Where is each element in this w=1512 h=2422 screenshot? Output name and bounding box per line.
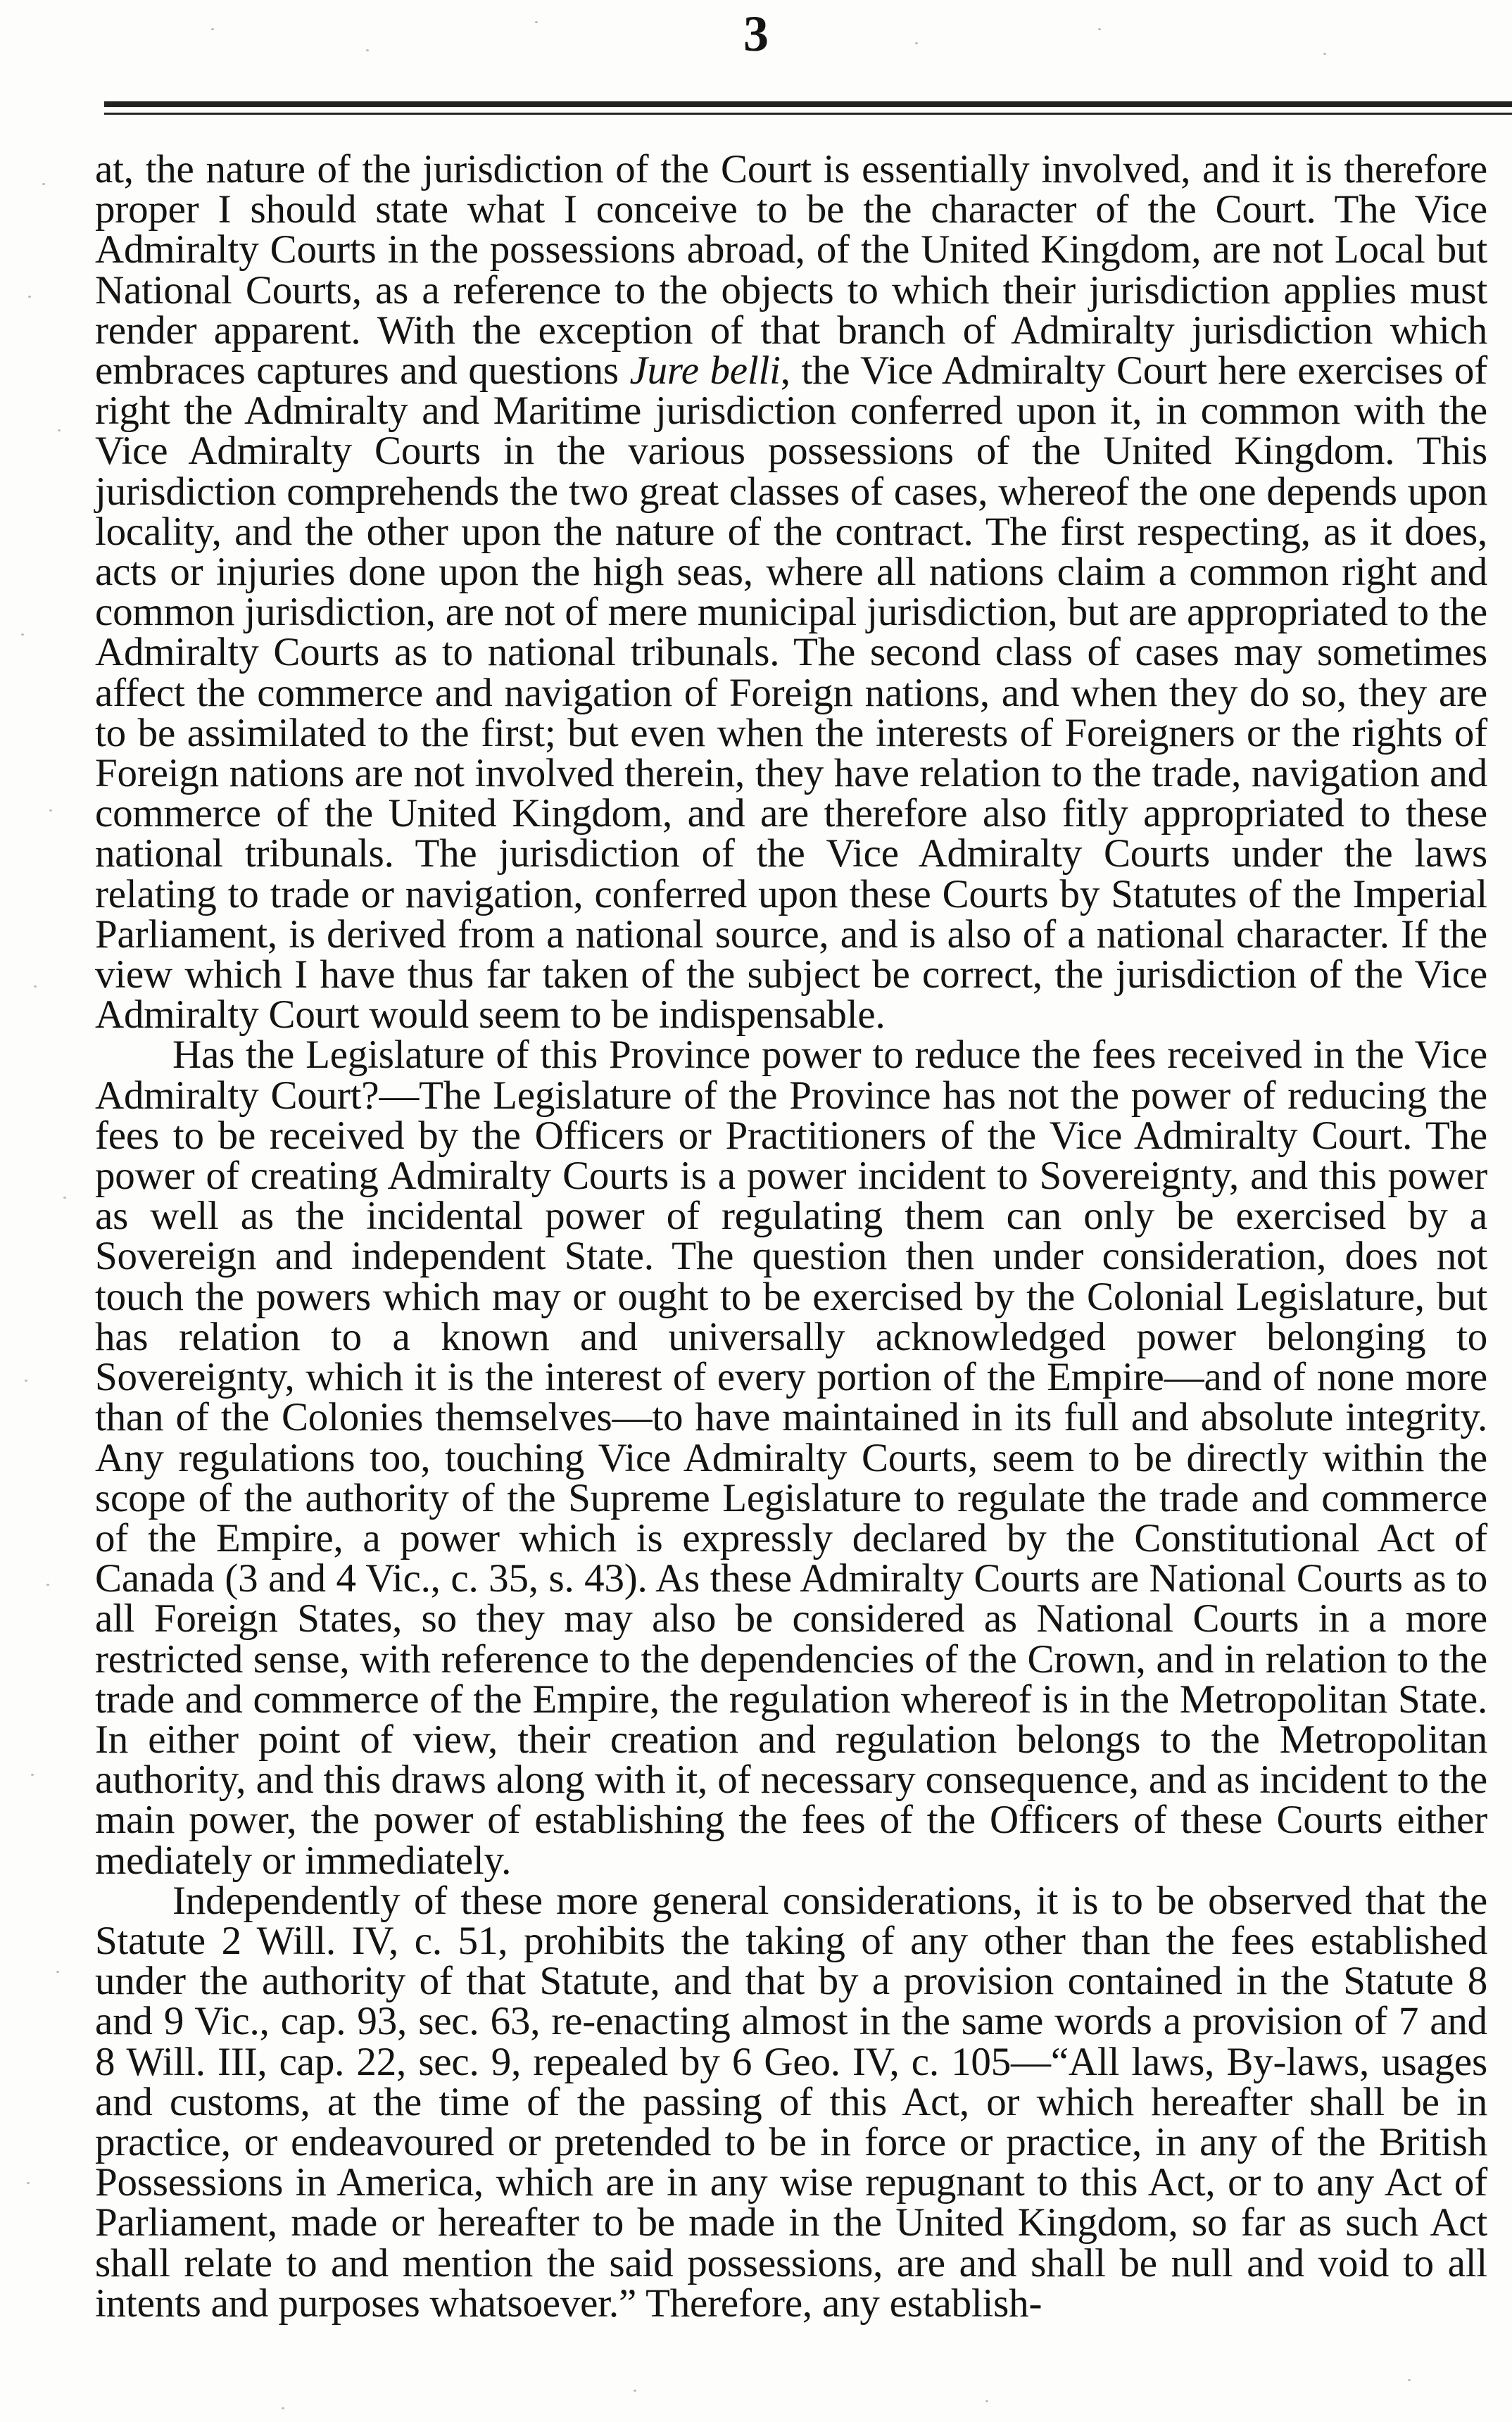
speckle bbox=[63, 1197, 66, 1199]
speckle bbox=[985, 2400, 988, 2402]
body-text bbox=[95, 147, 1488, 2326]
speckle bbox=[56, 1971, 59, 1973]
latin-phrase: Jure belli bbox=[629, 348, 781, 393]
speckle bbox=[366, 49, 369, 51]
header-rule-thin bbox=[104, 113, 1512, 115]
speckle bbox=[27, 2182, 30, 2184]
speckle bbox=[28, 296, 31, 298]
speckle bbox=[634, 2390, 636, 2392]
page-number: 3 bbox=[743, 6, 769, 62]
speckle bbox=[915, 42, 918, 44]
speckle bbox=[535, 21, 538, 23]
header-rule-thick bbox=[104, 101, 1512, 107]
speckle bbox=[21, 633, 24, 636]
speckle bbox=[42, 183, 45, 185]
speckle bbox=[34, 985, 37, 988]
paragraph: Has the Legislature of this Province power to reduce the fees received in the Vice Admiralty Court?—The Legislature of the Province has not the power of reducing the fees to be received by the Officers or Practitioners of the Vice Admiralty Court. The power of creating Admiralty Courts is a power incident to Sovereignty, and this power as well as the incidental power of regulating them can only be exercised by a Sovereign and independent State. The question then under consideration, does not touch the powers which may or ought to be exercised by the Colonial Legislature, but has relation to a known and universally acknowledged power belonging to Sovereignty, which it is the interest of every portion of the Empire—and of none more than of the Colonies themselves—to have maintained in its full and absolute integrity. Any regulations too, touching Vice Admiralty Courts, seem to be directly within the scope of the authority of the Supreme Legislature to regulate the trade and commerce of the Empire, a power which is expressly declared by the Constitutional Act of Canada (3 and 4 Vic., c. 35, s. 43). As these Admiralty Courts are National Courts as to all Foreign States, so they may also be considered as National Courts in a more restricted sense, with reference to the dependencies of the Crown, and in relation to the trade and commerce of the Empire, the regulation whereof is in the Metropolitan State. In either point of view, their creation and regulation belongs to the Metropolitan authority, and this draws along with it, of necessary consequence, and as incident to the main power, the power of establishing the fees of the Officers of these Courts either mediately or immediately. bbox=[95, 1033, 1487, 1883]
speckle bbox=[282, 2407, 284, 2409]
speckle bbox=[1408, 2379, 1411, 2381]
speckle bbox=[46, 1584, 49, 1586]
speckle bbox=[58, 429, 61, 431]
speckle bbox=[31, 1774, 34, 1776]
paragraph: Independently of these more general considerations, it is to be observed that the Statute 2 Will. IV, c. 51, prohibits the taking of any other than the fees established under the authority of that Statute, and that by a provision contained in the Statute 8 and 9 Vic., cap. 93, sec. 63, re-enacting almost in the same words a provision of 7 and 8 Will. III, cap. 22, sec. 9, repealed by 6 Geo. IV, c. 105—“All laws, By-laws, usages and customs, at the time of the passing of this Act, or which hereafter shall be in practice, or endeavoured or pretended to be in force or practice, in any of the British Possessions in America, which are in any wise repugnant to this Act, or to any Act of Parliament, made or hereafter to be made in the United Kingdom, so far as such Act shall relate to and mention the said possessions, are and shall be null and void to all intents and purposes whatsoever.” Therefore, any establish- bbox=[95, 1878, 1487, 2326]
speckle bbox=[211, 28, 214, 30]
speckle bbox=[1323, 53, 1326, 55]
speckle bbox=[49, 809, 52, 812]
paragraph: at, the nature of the jurisdiction of the Court is essentially involved, and it is therefore proper I should state what I conceive to be the character of the Court. The Vice Admiralty Courts in the possessions abroad, of the United Kingdom, are not Local but National Courts, as a reference to the objects to which their jurisdiction applies must render apparent. With the exception of that branch of Admiralty jurisdiction which embraces captures and questions Jure belli, the Vice Admiralty Court here exercises of right the Admiralty and Maritime jurisdiction conferred upon it, in common with the Vice Admiralty Courts in the various possessions of the United Kingdom. This jurisdiction comprehends the two great classes of cases, whereof the one depends upon locality, and the other upon the nature of the contract. The first respecting, as it does, acts or injuries done upon the high seas, where all nations claim a common right and common jurisdiction, are not of mere municipal jurisdiction, but are appropriated to the Admiralty Courts as to national tribunals. The second class of cases may sometimes affect the commerce and navigation of Foreign nations, and when they do so, they are to be assimilated to the first; but even when the interests of Foreigners or the rights of Foreign nations are not involved therein, they have relation to the trade, navigation and commerce of the United Kingdom, and are therefore also fitly appropriated to these national tribunals. The jurisdiction of the Vice Admiralty Courts under the laws relating to trade or navigation, conferred upon these Courts by Statutes of the Imperial Parliament, is derived from a national source, and is also of a national character. If the view which I have thus far taken of the subject be correct, the jurisdiction of the Vice Admiralty Court would seem to be indispensable. bbox=[95, 147, 1488, 1037]
speckle bbox=[1098, 28, 1101, 30]
speckle bbox=[25, 1380, 27, 1382]
